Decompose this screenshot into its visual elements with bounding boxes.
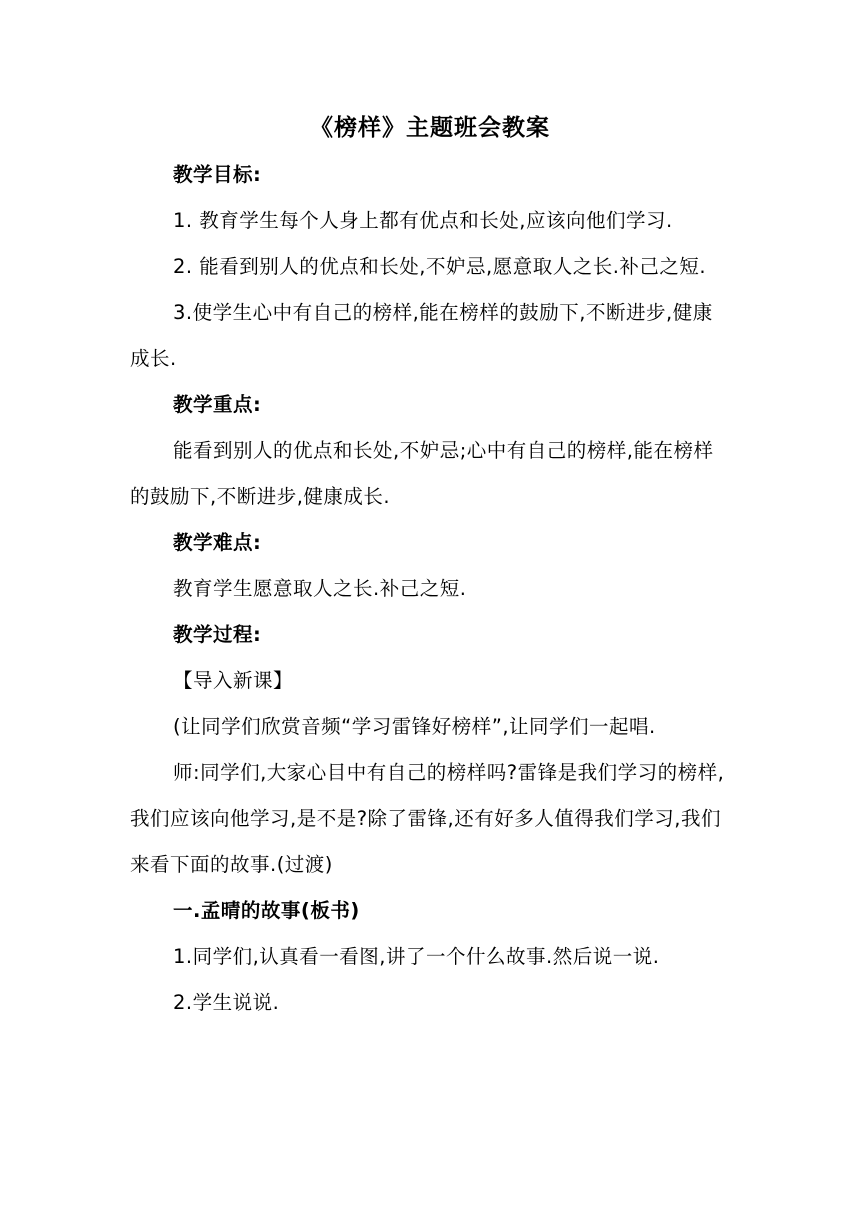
section-heading-key-points: 教学重点: [173, 393, 262, 416]
section-heading-objectives: 教学目标: [173, 163, 262, 186]
intro-audio-text: (让同学们欣赏音频“学习雷锋好榜样”,让同学们一起唱. [173, 715, 656, 738]
section-heading-story: 一.孟晴的故事(板书) [173, 899, 360, 922]
objective-2: 2. 能看到别人的优点和长处,不妒忌,愿意取人之长.补己之短. [173, 255, 707, 278]
objective-1: 1. 教育学生每个人身上都有优点和长处,应该向他们学习. [173, 209, 673, 232]
document-body [130, 106, 730, 1026]
story-step-1: 1.同学们,认真看一看图,讲了一个什么故事.然后说一说. [173, 945, 660, 968]
difficulties-text: 教育学生愿意取人之长.补己之短. [173, 577, 467, 600]
intro-lesson-label: 【导入新课】 [173, 669, 294, 692]
teacher-remark-text: 师:同学们,大家心目中有自己的榜样吗?雷锋是我们学习的榜样,我们应该向他学习,是不是?除了雷锋,还有好多人值得我们学习,我们来看下面的故事.(过渡) [130, 761, 725, 876]
objective-3: 3.使学生心中有自己的榜样,能在榜样的鼓励下,不断进步,健康成长. [130, 301, 713, 370]
key-points-text: 能看到别人的优点和长处,不妒忌;心中有自己的榜样,能在榜样的鼓励下,不断进步,健康成长. [130, 439, 714, 508]
section-heading-process: 教学过程: [173, 623, 262, 646]
section-heading-difficulties: 教学难点: [173, 531, 262, 554]
story-step-2: 2.学生说说. [173, 991, 280, 1014]
document-title: 《榜样》主题班会教案 [310, 115, 550, 141]
